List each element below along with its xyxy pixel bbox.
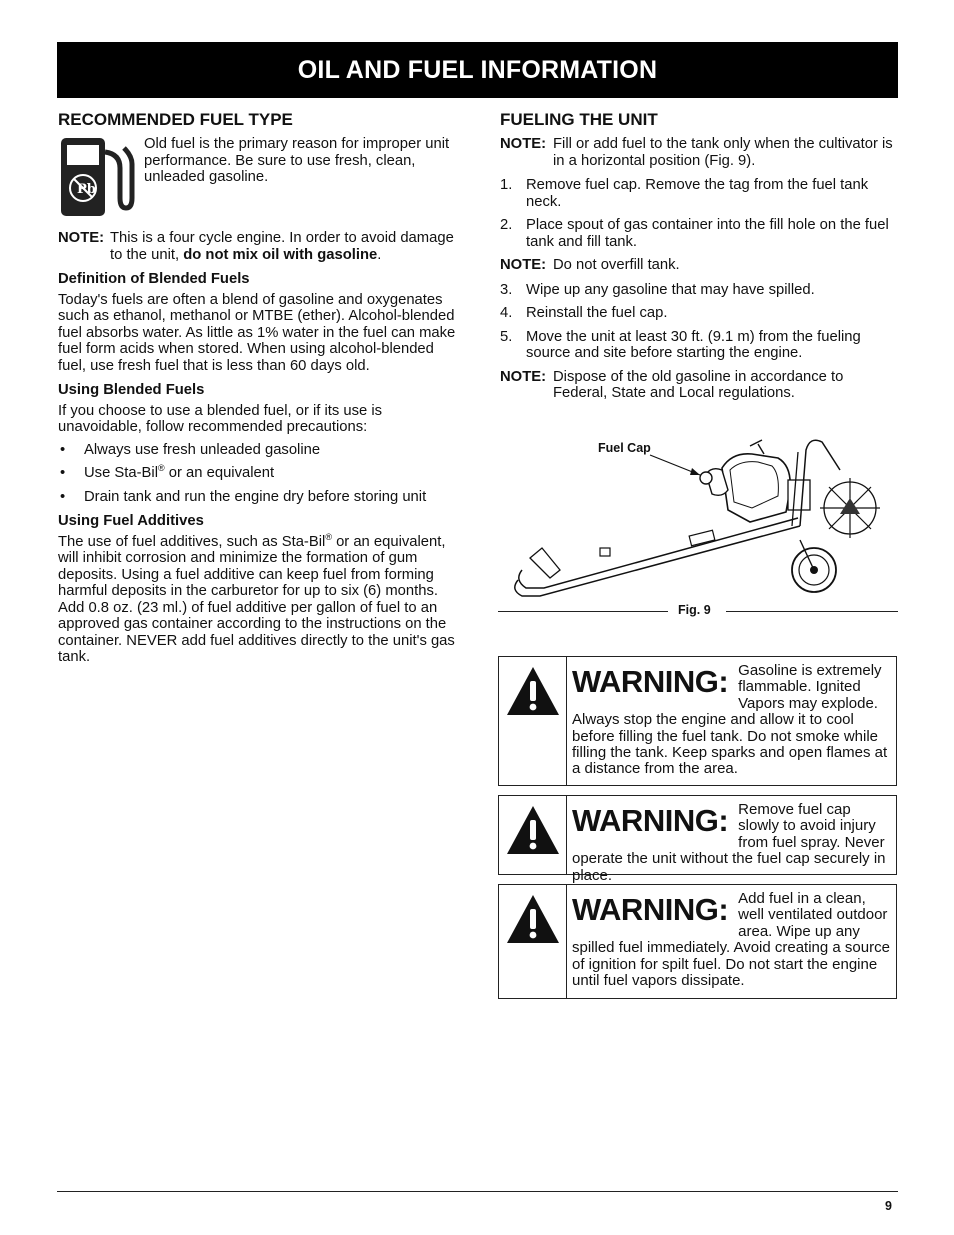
list-item: • Use Sta-Bil® or an equivalent: [58, 465, 458, 482]
fuel-additives-heading: Using Fuel Additives: [58, 513, 204, 529]
left-column: [58, 110, 458, 666]
horizontal-position-note: [500, 136, 898, 169]
warning-triangle-icon: [505, 804, 561, 856]
definition-heading: Definition of Blended Fuels: [58, 271, 250, 287]
figure-divider-right: [726, 611, 898, 612]
figure-caption: Fig. 9: [678, 603, 711, 617]
warning-triangle-icon: [505, 665, 561, 717]
list-item: 3. Wipe up any gasoline that may have spilled.: [500, 281, 815, 298]
note-label: NOTE:: [58, 230, 105, 246]
page-number: 9: [885, 1199, 892, 1213]
dispose-note: [500, 369, 898, 402]
list-item: • Drain tank and run the engine dry before storing unit: [58, 489, 458, 506]
note-label: NOTE:: [500, 136, 547, 152]
recommended-fuel-heading: RECOMMENDED FUEL TYPE: [58, 110, 293, 129]
note-text: Dispose of the old gasoline in accordance to Federal, State and Local regulations.: [553, 368, 844, 401]
list-item: 4. Reinstall the fuel cap.: [500, 305, 668, 321]
warning-text: Gasoline is extremely flammable. Ignited Vapors may explode. Always stop the engine and allow it to cool before filling the fuel tank. Do not smoke while filling the tank. Keep sparks and open flames at a distance from the area.: [572, 662, 888, 778]
note-bold-text: do not mix oil with gasoline: [183, 246, 378, 263]
warning-box-ventilated: [498, 884, 897, 999]
fueling-heading: FUELING THE UNIT: [500, 110, 658, 129]
note-text: Fill or add fuel to the tank only when the cultivator is in a horizontal position (Fig. 9).: [553, 136, 893, 169]
warning-box-fuel-cap: [498, 795, 897, 884]
fueling-steps-b: [500, 282, 898, 362]
list-item: 5. Move the unit at least 30 ft. (9.1 m) from the fueling source and site before starting the engine.: [500, 328, 861, 361]
fuel-additives-text: The use of fuel additives, such as Sta-Bil® or an equivalent, will inhibit corrosion and minimize the formation of gum deposits. Using a fuel additive can keep fuel from forming harmful deposits in the carburetor for up to six (6) months. Add 0.8 oz. (23 ml.) of fuel additive per gallon of fuel to an approved gas container according to the instructions on the container. NEVER add fuel additives directly to the unit's gas tank.: [58, 531, 455, 665]
warning-text: Add fuel in a clean, well ventilated outdoor area. Wipe up any spilled fuel immediately. Avoid creating a source of ignition for spilt fuel. Do not start the engine until fuel vapors dissipate.: [572, 890, 890, 990]
warning-box-flammable: [498, 656, 897, 786]
figure-divider-left: [498, 611, 668, 612]
warning-title: WARNING:: [572, 892, 729, 927]
footer-divider: [57, 1191, 898, 1192]
warning-title: WARNING:: [572, 803, 729, 838]
fueling-steps-a: [500, 177, 898, 250]
right-column: [500, 110, 898, 402]
section-title-banner: [57, 42, 898, 98]
using-blended-text: If you choose to use a blended fuel, or if its use is unavoidable, follow recommended precautions:: [58, 402, 383, 435]
four-cycle-note: [58, 230, 458, 263]
list-item: 1. Remove fuel cap. Remove the tag from the fuel tank neck.: [500, 177, 869, 210]
note-end: .: [377, 246, 382, 263]
fuel-intro-text: Old fuel is the primary reason for improper unit performance. Be sure to use fresh, clean, unleaded gasoline.: [144, 136, 450, 185]
fuel-intro-block: [58, 136, 458, 218]
list-item: • Always use fresh unleaded gasoline: [58, 442, 458, 459]
using-blended-heading: Using Blended Fuels: [58, 382, 205, 398]
cultivator-illustration: [500, 430, 898, 620]
note-label: NOTE:: [500, 257, 547, 273]
fuel-cap-callout: Fuel Cap: [598, 441, 651, 455]
note-text: Do not overfill tank.: [553, 257, 680, 273]
gas-pump-icon: [58, 136, 144, 218]
warning-text: Remove fuel cap slowly to avoid injury from fuel spray. Never operate the unit without the fuel cap securely in place.: [572, 801, 886, 884]
svg-text:Pb: Pb: [77, 182, 96, 197]
section-title: OIL AND FUEL INFORMATION: [297, 55, 658, 84]
overfill-note: [500, 257, 898, 274]
warning-triangle-icon: [505, 893, 561, 945]
warning-title: WARNING:: [572, 664, 729, 699]
precautions-list: [58, 442, 458, 506]
list-item: 2. Place spout of gas container into the fill hole on the fuel tank and fill tank.: [500, 217, 889, 250]
note-label: NOTE:: [500, 368, 547, 385]
note-text: This is a four cycle engine. In order to avoid damage to the unit,: [110, 230, 454, 263]
definition-text: Today's fuels are often a blend of gasoline and oxygenates such as ethanol, methanol or MTBE (ether). Alcohol-blended fuel absorbs water. As little as 1% water in the fuel can make fuel form acids when stored. When using alcohol-blended fuel, use fresh fuel that is less than 60 days old.: [58, 291, 456, 374]
